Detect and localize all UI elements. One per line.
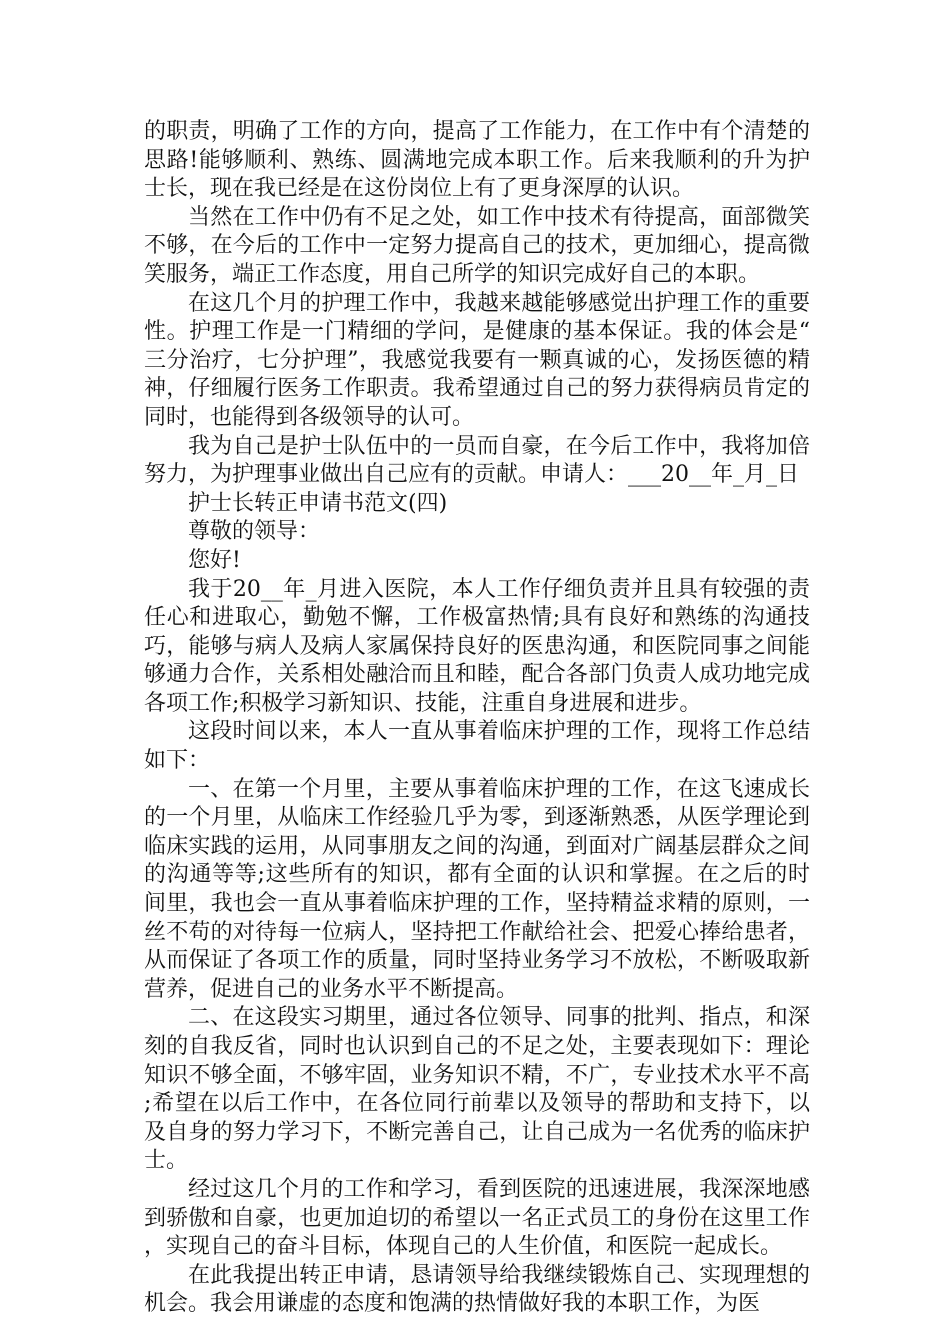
salutation-respected-leader: 尊敬的领导：	[188, 519, 321, 545]
paragraph-shortcomings: 当然在工作中仍有不足之处，如工作中技术有待提高，面部微笑不够，在今后的工作中一定努力提高自己的技术，更加细心，提高微笑服务，端正工作态度，用自己所学的知识完成好自己的本职。	[144, 204, 810, 287]
document-body	[144, 118, 810, 1319]
paragraph-point-two: 二、在这段实习期里，通过各位领导、同事的批判、指点，和深刻的自我反省，同时也认识到自己的不足之处，主要表现如下：理论知识不够全面，不够牢固，业务知识不精，不广，专业技术水平不高;希望在以后工作中，在各位同行前辈以及领导的帮助和支持下，以及自身的努力学习下，不断完善自己，让自己成为一名优秀的临床护士。	[144, 1005, 810, 1174]
paragraph-point-one: 一、在第一个月里，主要从事着临床护理的工作，在这飞速成长的一个月里，从临床工作经验几乎为零，到逐渐熟悉，从医学理论到临床实践的运用，从同事朋友之间的沟通，到面对广阔基层群众之间的沟通等等;这些所有的知识，都有全面的认识和掌握。在之后的时间里，我也会一直从事着临床护理的工作，坚持精益求精的原则，一丝不苟的对待每一位病人，坚持把工作献给社会、把爱心捧给患者，从而保证了各项工作的质量，同时坚持业务学习不放松，不断吸取新营养，促进自己的业务水平不断提高。	[144, 776, 810, 1002]
paragraph-closing-signature: 我为自己是护士队伍中的一员而自豪，在今后工作中，我将加倍努力，为护理事业做出自己应有的贡献。申请人：___20__年_月_日	[144, 433, 810, 488]
paragraph-application: 在此我提出转正申请，恳请领导给我继续锻炼自己、实现理想的机会。我会用谦虚的态度和饱满的热情做好我的本职工作，为医	[144, 1262, 810, 1317]
section-title: 护士长转正申请书范文(四)	[188, 490, 448, 516]
paragraph-continued: 的职责，明确了工作的方向，提高了工作能力，在工作中有个清楚的思路!能够顺利、熟练、圆满地完成本职工作。后来我顺利的升为护士长，现在我已经是在这份岗位上有了更身深厚的认识。	[144, 119, 810, 202]
paragraph-summary-intro: 这段时间以来，本人一直从事着临床护理的工作，现将工作总结如下：	[144, 719, 810, 774]
salutation-greeting: 您好!	[188, 547, 241, 573]
paragraph-growth: 经过这几个月的工作和学习，看到医院的迅速进展，我深深地感到骄傲和自豪，也更加迫切的希望以一名正式员工的身份在这里工作，实现自己的奋斗目标，体现自己的人生价值，和医院一起成长。	[144, 1176, 810, 1260]
paragraph-introduction: 我于20__年_月进入医院，本人工作仔细负责并且具有较强的责任心和进取心，勤勉不懈，工作极富热情;具有良好和熟练的沟通技巧，能够与病人及病人家属保持良好的医患沟通，和医院同事之间能够通力合作，关系相处融洽而且和睦，配合各部门负责人成功地完成各项工作;积极学习新知识、技能，注重自身进展和进步。	[144, 576, 810, 716]
paragraph-nursing-importance: 在这几个月的护理工作中，我越来越能够感觉出护理工作的重要性。护理工作是一门精细的学问，是健康的基本保证。我的体会是“三分治疗，七分护理”，我感觉我要有一颗真诚的心，发扬医德的精神，仔细履行医务工作职责。我希望通过自己的努力获得病员肯定的同时，也能得到各级领导的认可。	[144, 290, 810, 430]
